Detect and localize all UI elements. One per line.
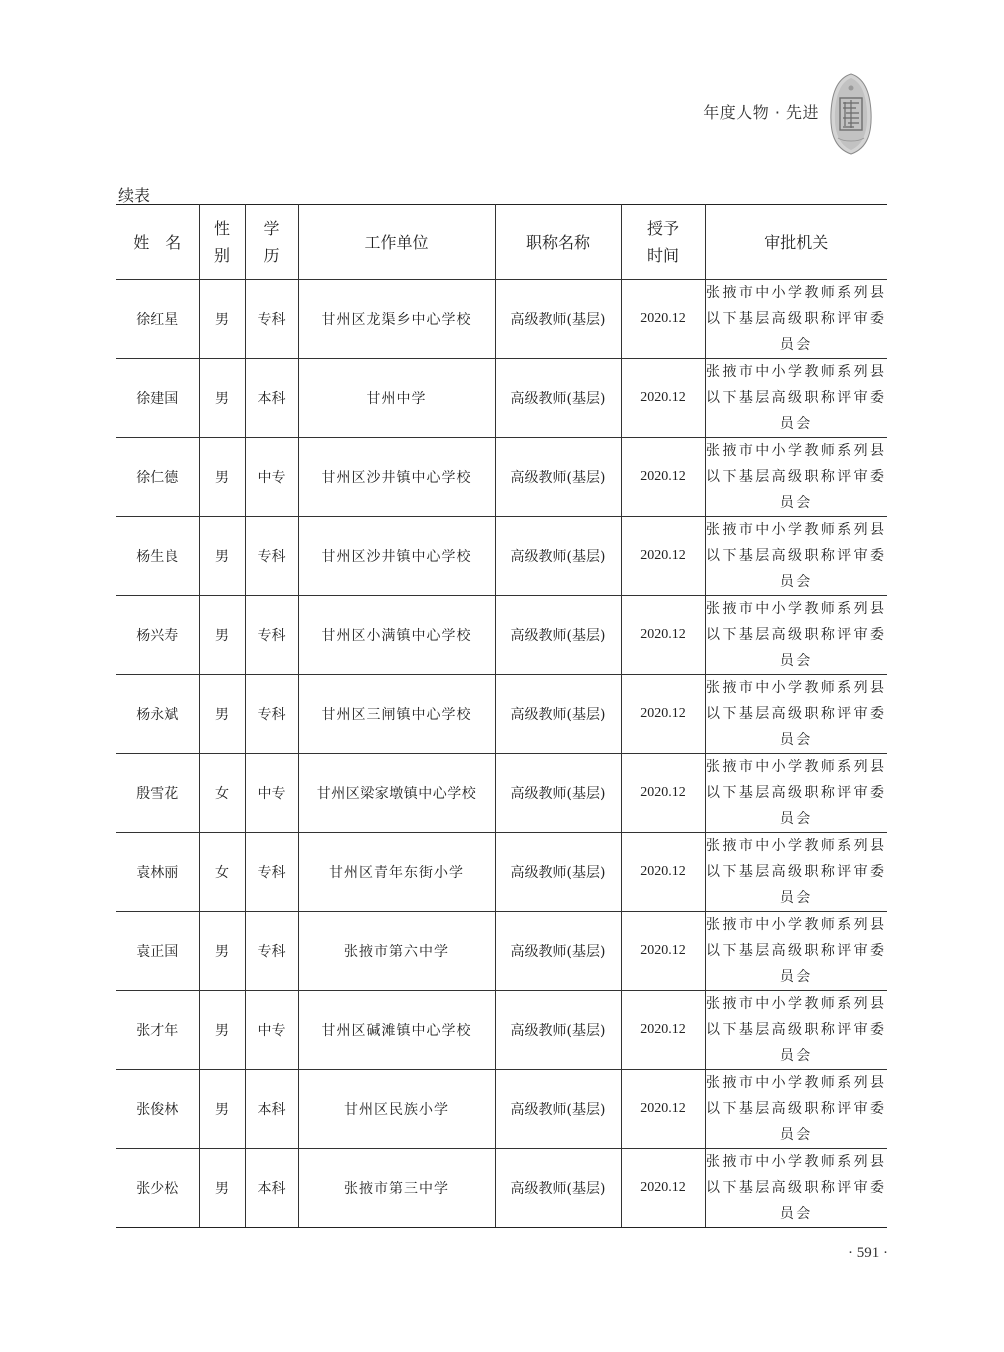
cell-granted: 2020.12 bbox=[621, 438, 705, 517]
cell-name: 袁正国 bbox=[116, 912, 199, 991]
cell-education: 本科 bbox=[245, 359, 298, 438]
table-caption: 续表 bbox=[118, 186, 151, 205]
cell-authority: 张掖市中小学教师系列县以下基层高级职称评审委员会 bbox=[705, 359, 887, 438]
table-header-row bbox=[116, 205, 887, 280]
cell-granted: 2020.12 bbox=[621, 517, 705, 596]
cell-authority: 张掖市中小学教师系列县以下基层高级职称评审委员会 bbox=[705, 754, 887, 833]
cell-unit: 甘州区碱滩镇中心学校 bbox=[298, 991, 495, 1070]
cell-gender: 男 bbox=[199, 359, 245, 438]
cell-name: 杨永斌 bbox=[116, 675, 199, 754]
cell-education: 本科 bbox=[245, 1149, 298, 1228]
table-row bbox=[116, 912, 887, 991]
cell-unit: 甘州区沙井镇中心学校 bbox=[298, 517, 495, 596]
cell-unit: 甘州区青年东街小学 bbox=[298, 833, 495, 912]
table-row bbox=[116, 280, 887, 359]
table-row bbox=[116, 833, 887, 912]
header-title: 职称名称 bbox=[495, 205, 621, 280]
table-row bbox=[116, 991, 887, 1070]
cell-unit: 甘州区沙井镇中心学校 bbox=[298, 438, 495, 517]
cell-unit: 甘州区梁家墩镇中心学校 bbox=[298, 754, 495, 833]
cell-name: 徐仁德 bbox=[116, 438, 199, 517]
cell-name: 徐建国 bbox=[116, 359, 199, 438]
cell-authority: 张掖市中小学教师系列县以下基层高级职称评审委员会 bbox=[705, 517, 887, 596]
cell-education: 专科 bbox=[245, 675, 298, 754]
table-row bbox=[116, 438, 887, 517]
cell-name: 殷雪花 bbox=[116, 754, 199, 833]
cell-title: 高级教师(基层) bbox=[495, 754, 621, 833]
page-number: · 591 · bbox=[848, 1245, 888, 1261]
cell-name: 张少松 bbox=[116, 1149, 199, 1228]
table-row bbox=[116, 675, 887, 754]
cell-authority: 张掖市中小学教师系列县以下基层高级职称评审委员会 bbox=[705, 596, 887, 675]
cell-gender: 男 bbox=[199, 675, 245, 754]
cell-granted: 2020.12 bbox=[621, 912, 705, 991]
cell-granted: 2020.12 bbox=[621, 833, 705, 912]
cell-gender: 男 bbox=[199, 1070, 245, 1149]
cell-name: 杨兴寿 bbox=[116, 596, 199, 675]
cell-granted: 2020.12 bbox=[621, 1070, 705, 1149]
cell-authority: 张掖市中小学教师系列县以下基层高级职称评审委员会 bbox=[705, 280, 887, 359]
cell-gender: 女 bbox=[199, 833, 245, 912]
cell-gender: 男 bbox=[199, 438, 245, 517]
cell-gender: 男 bbox=[199, 596, 245, 675]
cell-title: 高级教师(基层) bbox=[495, 833, 621, 912]
cell-name: 张才年 bbox=[116, 991, 199, 1070]
cell-title: 高级教师(基层) bbox=[495, 517, 621, 596]
cell-granted: 2020.12 bbox=[621, 596, 705, 675]
cell-education: 中专 bbox=[245, 438, 298, 517]
cell-education: 专科 bbox=[245, 596, 298, 675]
cell-title: 高级教师(基层) bbox=[495, 359, 621, 438]
header-education: 学 历 bbox=[245, 205, 298, 280]
cell-unit: 甘州区龙渠乡中心学校 bbox=[298, 280, 495, 359]
header-name: 姓 名 bbox=[116, 205, 199, 280]
cell-title: 高级教师(基层) bbox=[495, 1149, 621, 1228]
cell-title: 高级教师(基层) bbox=[495, 1070, 621, 1149]
cell-unit: 甘州区三闸镇中心学校 bbox=[298, 675, 495, 754]
cell-authority: 张掖市中小学教师系列县以下基层高级职称评审委员会 bbox=[705, 438, 887, 517]
cell-authority: 张掖市中小学教师系列县以下基层高级职称评审委员会 bbox=[705, 991, 887, 1070]
teacher-title-table bbox=[116, 204, 887, 1228]
cell-authority: 张掖市中小学教师系列县以下基层高级职称评审委员会 bbox=[705, 675, 887, 754]
cell-title: 高级教师(基层) bbox=[495, 596, 621, 675]
cell-unit: 甘州区民族小学 bbox=[298, 1070, 495, 1149]
cell-authority: 张掖市中小学教师系列县以下基层高级职称评审委员会 bbox=[705, 912, 887, 991]
table-row bbox=[116, 1149, 887, 1228]
cell-education: 中专 bbox=[245, 754, 298, 833]
table-row bbox=[116, 596, 887, 675]
cell-unit: 甘州区小满镇中心学校 bbox=[298, 596, 495, 675]
table-row bbox=[116, 1070, 887, 1149]
carved-seal-stone-icon bbox=[828, 72, 874, 156]
cell-unit: 张掖市第三中学 bbox=[298, 1149, 495, 1228]
cell-name: 徐红星 bbox=[116, 280, 199, 359]
cell-gender: 男 bbox=[199, 517, 245, 596]
cell-unit: 甘州中学 bbox=[298, 359, 495, 438]
running-title: 年度人物 · 先进 bbox=[703, 103, 819, 122]
cell-granted: 2020.12 bbox=[621, 754, 705, 833]
cell-granted: 2020.12 bbox=[621, 991, 705, 1070]
cell-name: 袁林丽 bbox=[116, 833, 199, 912]
cell-title: 高级教师(基层) bbox=[495, 912, 621, 991]
cell-education: 专科 bbox=[245, 280, 298, 359]
cell-gender: 女 bbox=[199, 754, 245, 833]
cell-education: 本科 bbox=[245, 1070, 298, 1149]
table-row bbox=[116, 517, 887, 596]
header-gender: 性 别 bbox=[199, 205, 245, 280]
cell-education: 专科 bbox=[245, 833, 298, 912]
cell-title: 高级教师(基层) bbox=[495, 438, 621, 517]
cell-gender: 男 bbox=[199, 991, 245, 1070]
cell-authority: 张掖市中小学教师系列县以下基层高级职称评审委员会 bbox=[705, 833, 887, 912]
cell-name: 杨生良 bbox=[116, 517, 199, 596]
cell-authority: 张掖市中小学教师系列县以下基层高级职称评审委员会 bbox=[705, 1070, 887, 1149]
header-unit: 工作单位 bbox=[298, 205, 495, 280]
header-granted: 授予 时间 bbox=[621, 205, 705, 280]
cell-title: 高级教师(基层) bbox=[495, 991, 621, 1070]
cell-name: 张俊林 bbox=[116, 1070, 199, 1149]
cell-education: 专科 bbox=[245, 912, 298, 991]
cell-granted: 2020.12 bbox=[621, 675, 705, 754]
cell-education: 中专 bbox=[245, 991, 298, 1070]
cell-granted: 2020.12 bbox=[621, 1149, 705, 1228]
cell-authority: 张掖市中小学教师系列县以下基层高级职称评审委员会 bbox=[705, 1149, 887, 1228]
header-authority: 审批机关 bbox=[705, 205, 887, 280]
table-row bbox=[116, 754, 887, 833]
cell-granted: 2020.12 bbox=[621, 359, 705, 438]
table-row bbox=[116, 359, 887, 438]
cell-gender: 男 bbox=[199, 1149, 245, 1228]
cell-gender: 男 bbox=[199, 912, 245, 991]
cell-title: 高级教师(基层) bbox=[495, 675, 621, 754]
cell-unit: 张掖市第六中学 bbox=[298, 912, 495, 991]
cell-gender: 男 bbox=[199, 280, 245, 359]
cell-title: 高级教师(基层) bbox=[495, 280, 621, 359]
cell-education: 专科 bbox=[245, 517, 298, 596]
cell-granted: 2020.12 bbox=[621, 280, 705, 359]
